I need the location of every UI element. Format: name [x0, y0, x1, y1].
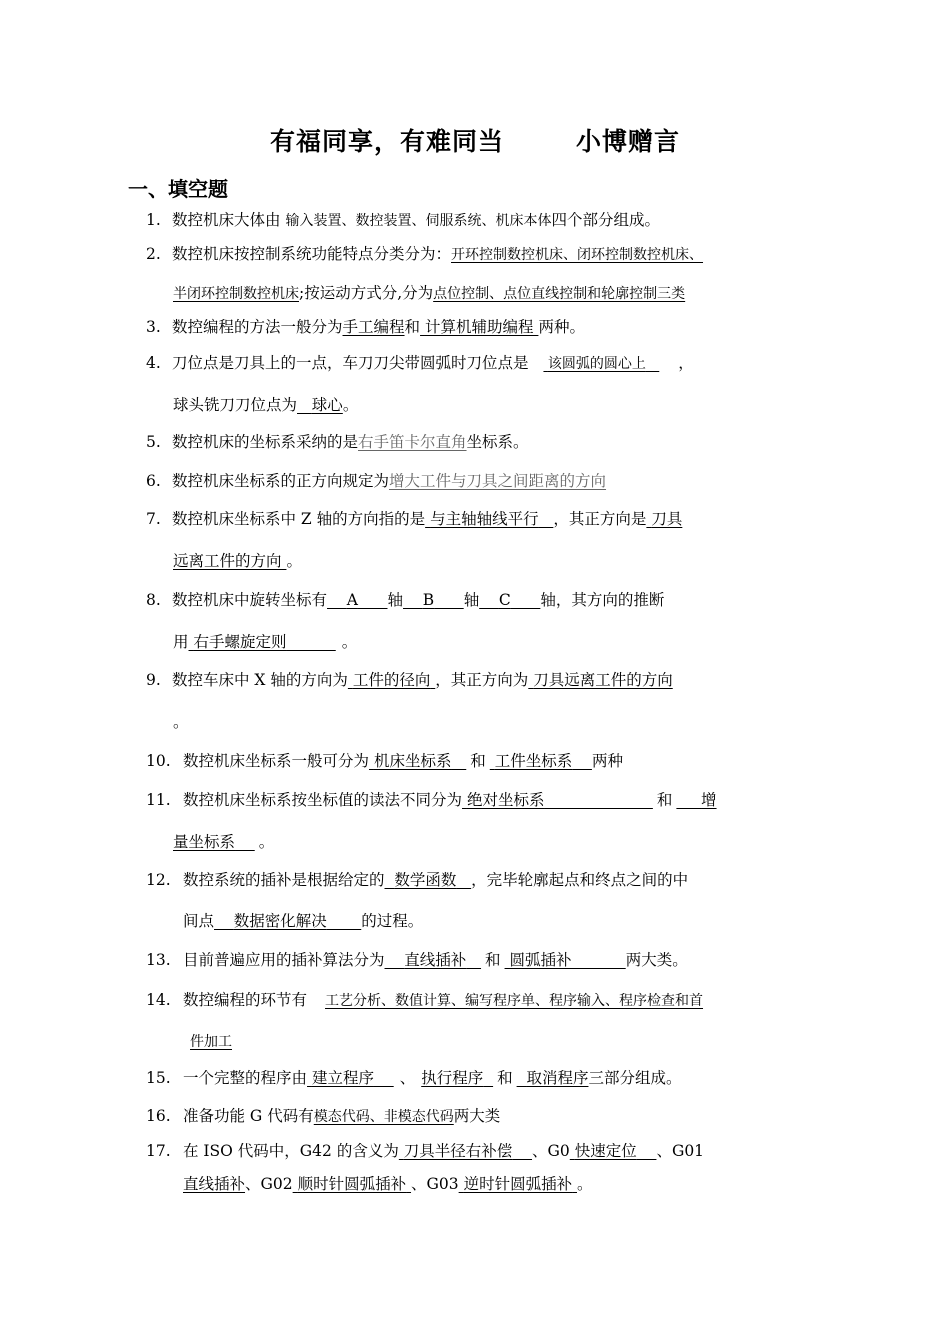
question-number: 14.	[146, 991, 171, 1009]
answer: 快速定位	[574, 1142, 637, 1160]
answer: 手工编程	[342, 318, 405, 336]
answer: C	[498, 591, 511, 609]
question-text: 球头铣刀刀位点为	[173, 396, 298, 414]
question-13	[146, 950, 688, 970]
answer: 开环控制数控机床、闭环控制数控机床、	[451, 247, 704, 263]
answer: 工件的径向	[352, 671, 431, 689]
question-number: 7.	[146, 510, 161, 528]
question-17-cont	[183, 1174, 593, 1194]
question-text: 两大类。	[625, 951, 688, 969]
question-number: 3.	[146, 318, 161, 336]
question-text: 。	[173, 713, 189, 731]
section-heading: 一、填空题	[128, 177, 228, 201]
question-number: 5.	[146, 433, 161, 451]
answer: 直线插补	[183, 1175, 246, 1193]
question-17	[146, 1141, 704, 1161]
question-text: 数控车床中 X 轴的方向为	[172, 671, 348, 689]
question-text: 两大类	[453, 1107, 501, 1125]
answer: 刀具	[651, 510, 683, 528]
question-12-cont	[183, 911, 423, 931]
question-text: 数控机床按控制系统功能特点分类分为：	[172, 245, 452, 263]
question-12	[146, 870, 688, 890]
question-number: 1.	[146, 211, 161, 229]
question-text: 。	[577, 1175, 593, 1193]
question-number: 12.	[146, 871, 171, 889]
question-text: 目前普遍应用的插补算法分为	[183, 951, 385, 969]
question-11-cont	[173, 832, 274, 852]
question-text: 。	[342, 396, 359, 414]
question-9	[146, 670, 673, 690]
question-text: 数控系统的插补是根据给定的	[183, 871, 385, 889]
answer: 工艺分析、数值计算、编写程序单、程序输入、程序检查和首	[325, 993, 704, 1009]
answer: 数学函数	[394, 871, 457, 889]
answer: 建立程序	[311, 1069, 374, 1087]
question-9-cont	[173, 712, 189, 732]
answer: B	[422, 591, 435, 609]
question-number: 13.	[146, 951, 171, 969]
question-text: 数控编程的方法一般分为	[172, 318, 343, 336]
question-text: 用	[173, 633, 189, 651]
question-text: ，完毕轮廓起点和终点之间的中	[471, 871, 689, 889]
answer: 与主轴轴线平行	[430, 510, 539, 528]
question-text: 和	[485, 951, 501, 969]
question-text: ，	[678, 354, 694, 372]
question-number: 6.	[146, 472, 161, 490]
answer: 绝对坐标系	[466, 791, 545, 809]
question-number: 11.	[146, 791, 171, 809]
question-text: 。	[258, 833, 275, 851]
answer: 件加工	[190, 1034, 232, 1050]
question-text: 间点	[183, 912, 215, 930]
question-text: 在 ISO 代码中，G42 的含义为	[183, 1142, 399, 1160]
title-main: 有福同享，有难同当	[269, 127, 504, 156]
answer: 量坐标系	[173, 833, 236, 851]
question-text: 一个完整的程序由	[183, 1069, 308, 1087]
answer: 顺时针圆弧插补	[297, 1175, 407, 1193]
question-4	[146, 353, 694, 374]
answer: 增大工件与刀具之间距离的方向	[389, 472, 607, 490]
question-11	[146, 790, 717, 810]
answer: 增	[701, 791, 717, 809]
question-8	[146, 590, 664, 610]
answer: 输入装置、数控装置、伺服系统、机床本体	[285, 213, 552, 229]
question-14	[146, 990, 703, 1011]
question-text: 、G0	[532, 1142, 570, 1160]
answer: 执行程序	[421, 1069, 484, 1087]
question-14-cont	[190, 1031, 232, 1052]
question-text: 、G02	[245, 1175, 293, 1193]
question-text: 轴，其方向的推断	[540, 591, 665, 609]
question-8-cont	[173, 632, 357, 652]
question-text: 坐标系。	[466, 433, 529, 451]
answer: 刀具远离工件的方向	[533, 671, 673, 689]
question-text: 、	[399, 1069, 416, 1087]
answer: 数据密化解决	[233, 912, 327, 930]
answer: 半闭环控制数控机床	[173, 286, 299, 302]
question-text: 的过程。	[361, 912, 424, 930]
answer: 直线插补	[404, 951, 467, 969]
answer: 右手螺旋定则	[193, 633, 287, 651]
question-number: 8.	[146, 591, 161, 609]
question-text: 和	[470, 752, 486, 770]
question-number: 2.	[146, 245, 161, 263]
question-text: 和	[497, 1069, 513, 1087]
question-number: 10.	[146, 752, 171, 770]
question-text: ，其正方向是	[553, 510, 647, 528]
question-text: 、G01	[656, 1142, 705, 1160]
answer: 刀具半径右补偿	[403, 1142, 513, 1160]
question-1	[146, 210, 660, 231]
question-text: 数控机床坐标系中 Z 轴的方向指的是	[172, 510, 426, 528]
answer: 机床坐标系	[373, 752, 452, 770]
question-text: 两种	[591, 752, 623, 770]
question-text: 四个部分组成。	[551, 211, 660, 229]
question-text: 数控机床坐标系按坐标值的读法不同分为	[183, 791, 463, 809]
question-16	[146, 1106, 500, 1127]
title-sub: 小博赠言	[576, 127, 681, 156]
answer: 工件坐标系	[494, 752, 573, 770]
question-text: 和	[656, 791, 673, 809]
answer: A	[346, 591, 358, 609]
question-number: 17.	[146, 1142, 171, 1160]
question-15	[146, 1068, 681, 1088]
question-4-cont	[173, 395, 358, 415]
question-text: 两种。	[538, 318, 585, 336]
question-text: 数控机床大体由	[172, 211, 281, 229]
question-text: 。	[341, 633, 358, 651]
answer: 远离工件的方向	[173, 552, 282, 570]
question-7-cont	[173, 551, 302, 571]
page-title	[0, 122, 950, 158]
answer: 取消程序	[526, 1069, 589, 1087]
question-text: 刀位点是刀具上的一点，车刀刀尖带圆弧时刀位点是	[172, 354, 529, 372]
question-text: ;按运动方式分,分为	[299, 284, 434, 302]
question-text: 。	[286, 552, 302, 570]
question-2	[146, 244, 703, 265]
question-text: 准备功能 G 代码有	[183, 1107, 314, 1125]
answer: 圆弧插补	[509, 951, 572, 969]
question-number: 16.	[146, 1107, 171, 1125]
question-text: 数控机床坐标系一般可分为	[183, 752, 370, 770]
question-6	[146, 471, 606, 491]
question-text: 数控机床中旋转坐标有	[172, 591, 328, 609]
question-text: 数控机床的坐标系采纳的是	[172, 433, 359, 451]
question-5	[146, 432, 529, 452]
question-text: 和	[404, 318, 421, 336]
question-text: 轴	[387, 591, 404, 609]
question-text: 、G03	[411, 1175, 459, 1193]
question-3	[146, 317, 585, 337]
answer: 右手笛卡尔直角	[358, 433, 467, 451]
question-number: 4.	[146, 354, 161, 372]
question-10	[146, 751, 623, 771]
question-text: 数控编程的环节有	[183, 991, 308, 1009]
question-7	[146, 509, 682, 529]
question-2-cont	[173, 283, 685, 304]
answer: 该圆弧的圆心上	[547, 356, 646, 372]
answer: 逆时针圆弧插补	[463, 1175, 573, 1193]
question-text: ，其正方向为	[435, 671, 529, 689]
answer: 球心	[311, 396, 343, 414]
question-number: 15.	[146, 1069, 171, 1087]
answer: 模态代码、非模态代码	[313, 1109, 454, 1125]
question-text: 轴	[463, 591, 480, 609]
question-text: 数控机床坐标系的正方向规定为	[172, 472, 390, 490]
answer: 点位控制、点位直线控制和轮廓控制三类	[433, 286, 686, 302]
question-number: 9.	[146, 671, 161, 689]
question-text: 三部分组成。	[588, 1069, 682, 1087]
answer: 计算机辅助编程	[424, 318, 534, 336]
